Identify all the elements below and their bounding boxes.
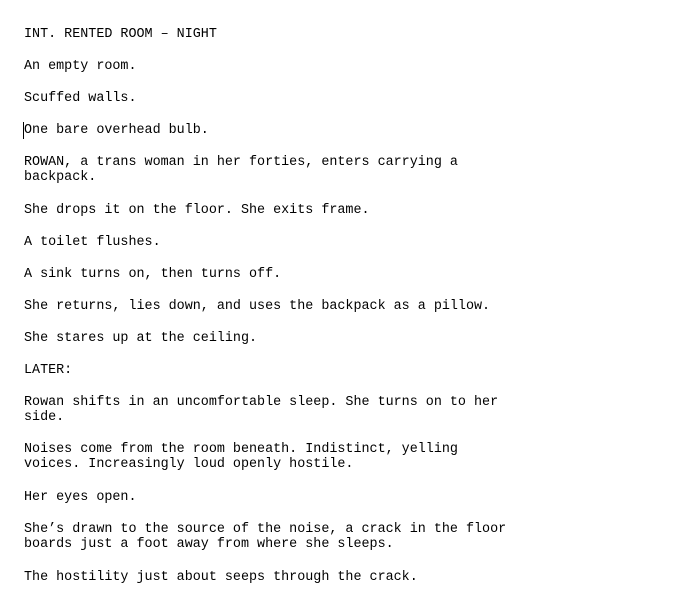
action-line: She stares up at the ceiling. xyxy=(24,331,258,346)
action-line: Noises come from the room beneath. Indistinct, yelling voices. Increasingly loud openly hostile. xyxy=(24,442,458,472)
action-line: Her eyes open. xyxy=(24,490,137,505)
time-transition: LATER: xyxy=(24,363,73,378)
action-line: ROWAN, a trans woman in her forties, enters carrying a backpack. xyxy=(24,155,458,185)
action-line: A toilet flushes. xyxy=(24,235,161,250)
action-line: Scuffed walls. xyxy=(24,91,137,106)
action-line: Rowan shifts in an uncomfortable sleep. She turns on to her side. xyxy=(24,395,499,425)
action-line: A sink turns on, then turns off. xyxy=(24,267,282,282)
text-cursor xyxy=(23,122,24,139)
action-line: She returns, lies down, and uses the backpack as a pillow. xyxy=(24,299,491,314)
action-line: One bare overhead bulb. xyxy=(24,123,209,138)
scene-heading: INT. RENTED ROOM – NIGHT xyxy=(24,27,217,42)
action-line: An empty room. xyxy=(24,59,137,74)
action-line: She’s drawn to the source of the noise, a crack in the floor boards just a foot away from where she sleeps. xyxy=(24,522,507,552)
action-line: She drops it on the floor. She exits frame. xyxy=(24,203,370,218)
action-line: The hostility just about seeps through the crack. xyxy=(24,570,418,585)
